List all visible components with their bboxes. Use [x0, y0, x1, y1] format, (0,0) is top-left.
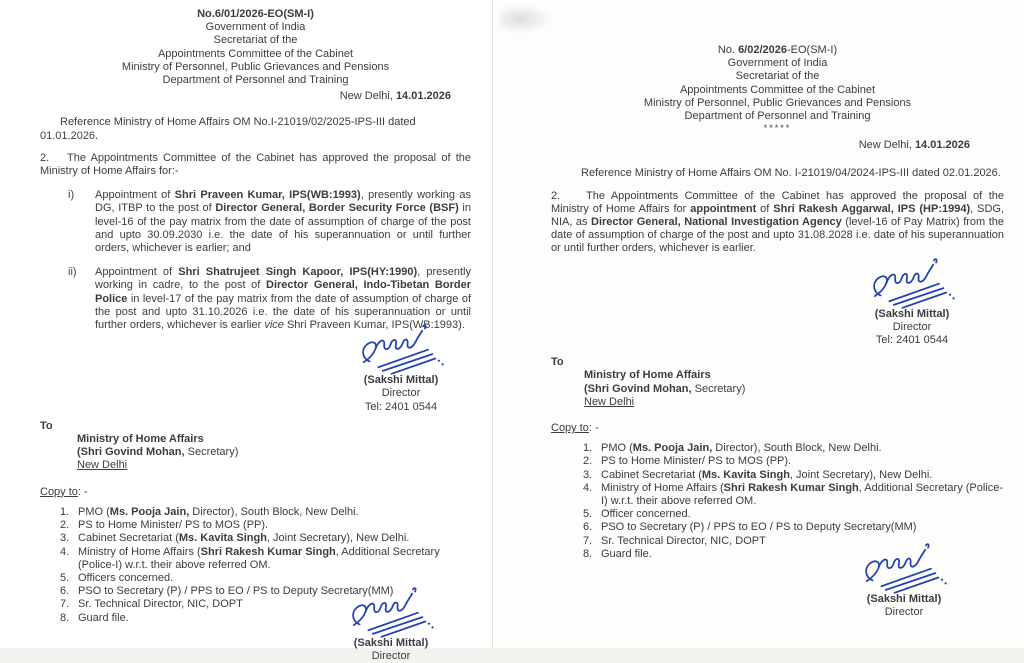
addressee-org: Ministry of Home Affairs: [584, 369, 711, 382]
org-line: Appointments Committee of the Cabinet: [157, 47, 354, 60]
signature-icon: [856, 541, 952, 595]
org-line: Department of Personnel and Training: [162, 74, 349, 87]
item-label: i): [68, 189, 75, 202]
org-line: Government of India: [205, 21, 306, 34]
separator-stars: *****: [763, 123, 792, 134]
item-label: ii): [68, 266, 77, 279]
signatory-name: (Sakshi Mittal): [363, 374, 439, 387]
memo-right-header: [551, 44, 1004, 134]
signatory-tel: Tel: 2401 0544: [364, 400, 438, 413]
paragraph-text: The Appointments Committee of the Cabinet has approved the proposal of the Ministry of Home Affairs for appointment of Shri Rakesh Aggarwal, IPS (HP:1994), SDG, NIA, as Director General, National Investigation Agency (level-16 of Pay Matrix) from the date of assumption of charge of the post and upto 31.08.2028 i.e. date of his superannuation or until further orders, whichever is earlier.: [551, 189, 1004, 255]
org-line: Appointments Committee of the Cabinet: [679, 83, 876, 96]
copy-to-row: 3. Cabinet Secretariat (Ms. Kavita Singh, Joint Secretary), New Delhi.: [60, 532, 410, 545]
copy-to-row: 2. PS to Home Minister/ PS to MOS (PP).: [60, 519, 269, 532]
signatory-name: (Sakshi Mittal): [874, 307, 950, 320]
reference-line: Reference Ministry of Home Affairs OM No. I-21019/04/2024-IPS-III dated 02.01.2026.: [581, 167, 1001, 180]
addressee-person: (Shri Govind Mohan, Secretary): [77, 446, 239, 459]
addressee-person: (Shri Govind Mohan, Secretary): [584, 382, 746, 395]
doc-number: No.6/01/2026-EO(SM-I): [197, 8, 314, 20]
org-line: Secretariat of the: [735, 70, 820, 83]
paragraph-text: The Appointments Committee of the Cabinet has approved the proposal of the Ministry of Home Affairs for:-: [40, 151, 471, 178]
copy-to-row: 5. Officers concerned.: [60, 571, 174, 584]
copy-to-row: 1. PMO (Ms. Pooja Jain, Director), South Block, New Delhi.: [583, 442, 882, 455]
addressee-block: [77, 433, 471, 473]
org-line: Ministry of Personnel, Public Grievances and Pensions: [643, 96, 912, 109]
signature-block-mid: [40, 322, 471, 414]
body-paragraph: [551, 190, 1004, 256]
scan-smudge: [499, 4, 553, 34]
signature-icon: [864, 256, 960, 310]
addressee-org: Ministry of Home Affairs: [77, 433, 204, 446]
reference-line: Reference Ministry of Home Affairs OM No.I-21019/02/2025-IPS-III dated 01.01.2026.: [40, 116, 416, 142]
addressee-block: [584, 369, 1004, 409]
copy-to-row: 6. PSO to Secretary (P) / PPS to EO / PS to Deputy Secretary(MM): [60, 585, 394, 598]
copy-to-row: 8. Guard file.: [583, 547, 652, 560]
place-date: New Delhi, 14.01.2026: [858, 139, 970, 152]
memo-left-page: [0, 0, 492, 662]
to-label: To: [551, 356, 564, 369]
item-text: Appointment of Shri Praveen Kumar, IPS(WB:1993), presently working as DG, ITBP to the post of Director General, Border Security Force (BSF) in level-16 of the pay matrix from the date of assumption of charge of the post and upto 30.09.2030 i.e. the date of his superannuation or until further orders, whichever is earlier; and: [95, 189, 471, 255]
copy-to-row: 5. Officer concerned.: [583, 508, 691, 521]
paragraph-number: 2.: [551, 189, 561, 202]
signatory-tel: Tel: 2401 0544: [875, 334, 949, 347]
copy-to-row: 8. Guard file.: [60, 611, 129, 624]
signature-icon: [353, 322, 449, 376]
org-line: Ministry of Personnel, Public Grievances and Pensions: [121, 60, 390, 73]
signatory-designation: Director: [381, 387, 421, 400]
copy-to-row: 4. Ministry of Home Affairs (Shri Rakesh Kumar Singh, Additional Secretary (Police-I) w.r.t. their above referred OM.: [583, 481, 1004, 508]
copy-to-row: 3. Cabinet Secretariat (Ms. Kavita Singh, Joint Secretary), New Delhi.: [583, 468, 933, 481]
org-line: Secretariat of the: [213, 34, 298, 47]
org-line: Government of India: [727, 57, 828, 70]
copy-to-row: 2. PS to Home Minister/ PS to MOS (PP).: [583, 455, 792, 468]
signatory-name: (Sakshi Mittal): [866, 593, 942, 606]
org-line: Department of Personnel and Training: [684, 110, 871, 123]
copy-to-row: 4. Ministry of Home Affairs (Shri Rakesh Kumar Singh, Additional Secretary (Police-I) w.r.t. their above referred OM.: [60, 545, 440, 571]
memo-right-page: [492, 0, 1024, 648]
signature-icon: [343, 585, 439, 639]
signatory-designation: Director: [892, 320, 932, 333]
memo-left-header: [40, 8, 471, 87]
doc-number: No. 6/02/2026-EO(SM-I): [717, 44, 838, 56]
to-label: To: [40, 419, 53, 432]
signatory-designation: Director: [371, 649, 411, 662]
copy-to-row: 1. PMO (Ms. Pooja Jain, Director), South Block, New Delhi.: [60, 505, 359, 518]
signatory-designation: Director: [884, 606, 924, 619]
paragraph-number: 2.: [40, 151, 50, 164]
copy-to-row: 7. Sr. Technical Director, NIC, DOPT: [60, 598, 243, 611]
copy-to-row: 6. PSO to Secretary (P) / PPS to EO / PS to Deputy Secretary(MM): [583, 521, 917, 534]
place-date: New Delhi, 14.01.2026: [339, 90, 451, 103]
signature-block-mid: [551, 256, 1004, 348]
appointment-item: [68, 189, 471, 255]
addressee-city: New Delhi: [77, 459, 128, 472]
copy-to-row: 7. Sr. Technical Director, NIC, DOPT: [583, 534, 766, 547]
item-text: Appointment of Shri Shatrujeet Singh Kapoor, IPS(HY:1990), presently working in cadre, to the post of Director General, Indo-Tibetan Border Police in level-17 of the pay matrix from the date of assumption of charge of the post and upto 31.10.2026 i.e. the date of his superannuation or until further orders, whichever is earlier vice Shri Praveen Kumar, IPS(WB:1993).: [95, 266, 471, 332]
signatory-name: (Sakshi Mittal): [353, 636, 429, 649]
copy-to-heading: Copy to: -: [40, 485, 88, 498]
addressee-city: New Delhi: [584, 395, 635, 408]
copy-to-heading: Copy to: -: [551, 422, 599, 435]
body-paragraph: [40, 152, 471, 178]
